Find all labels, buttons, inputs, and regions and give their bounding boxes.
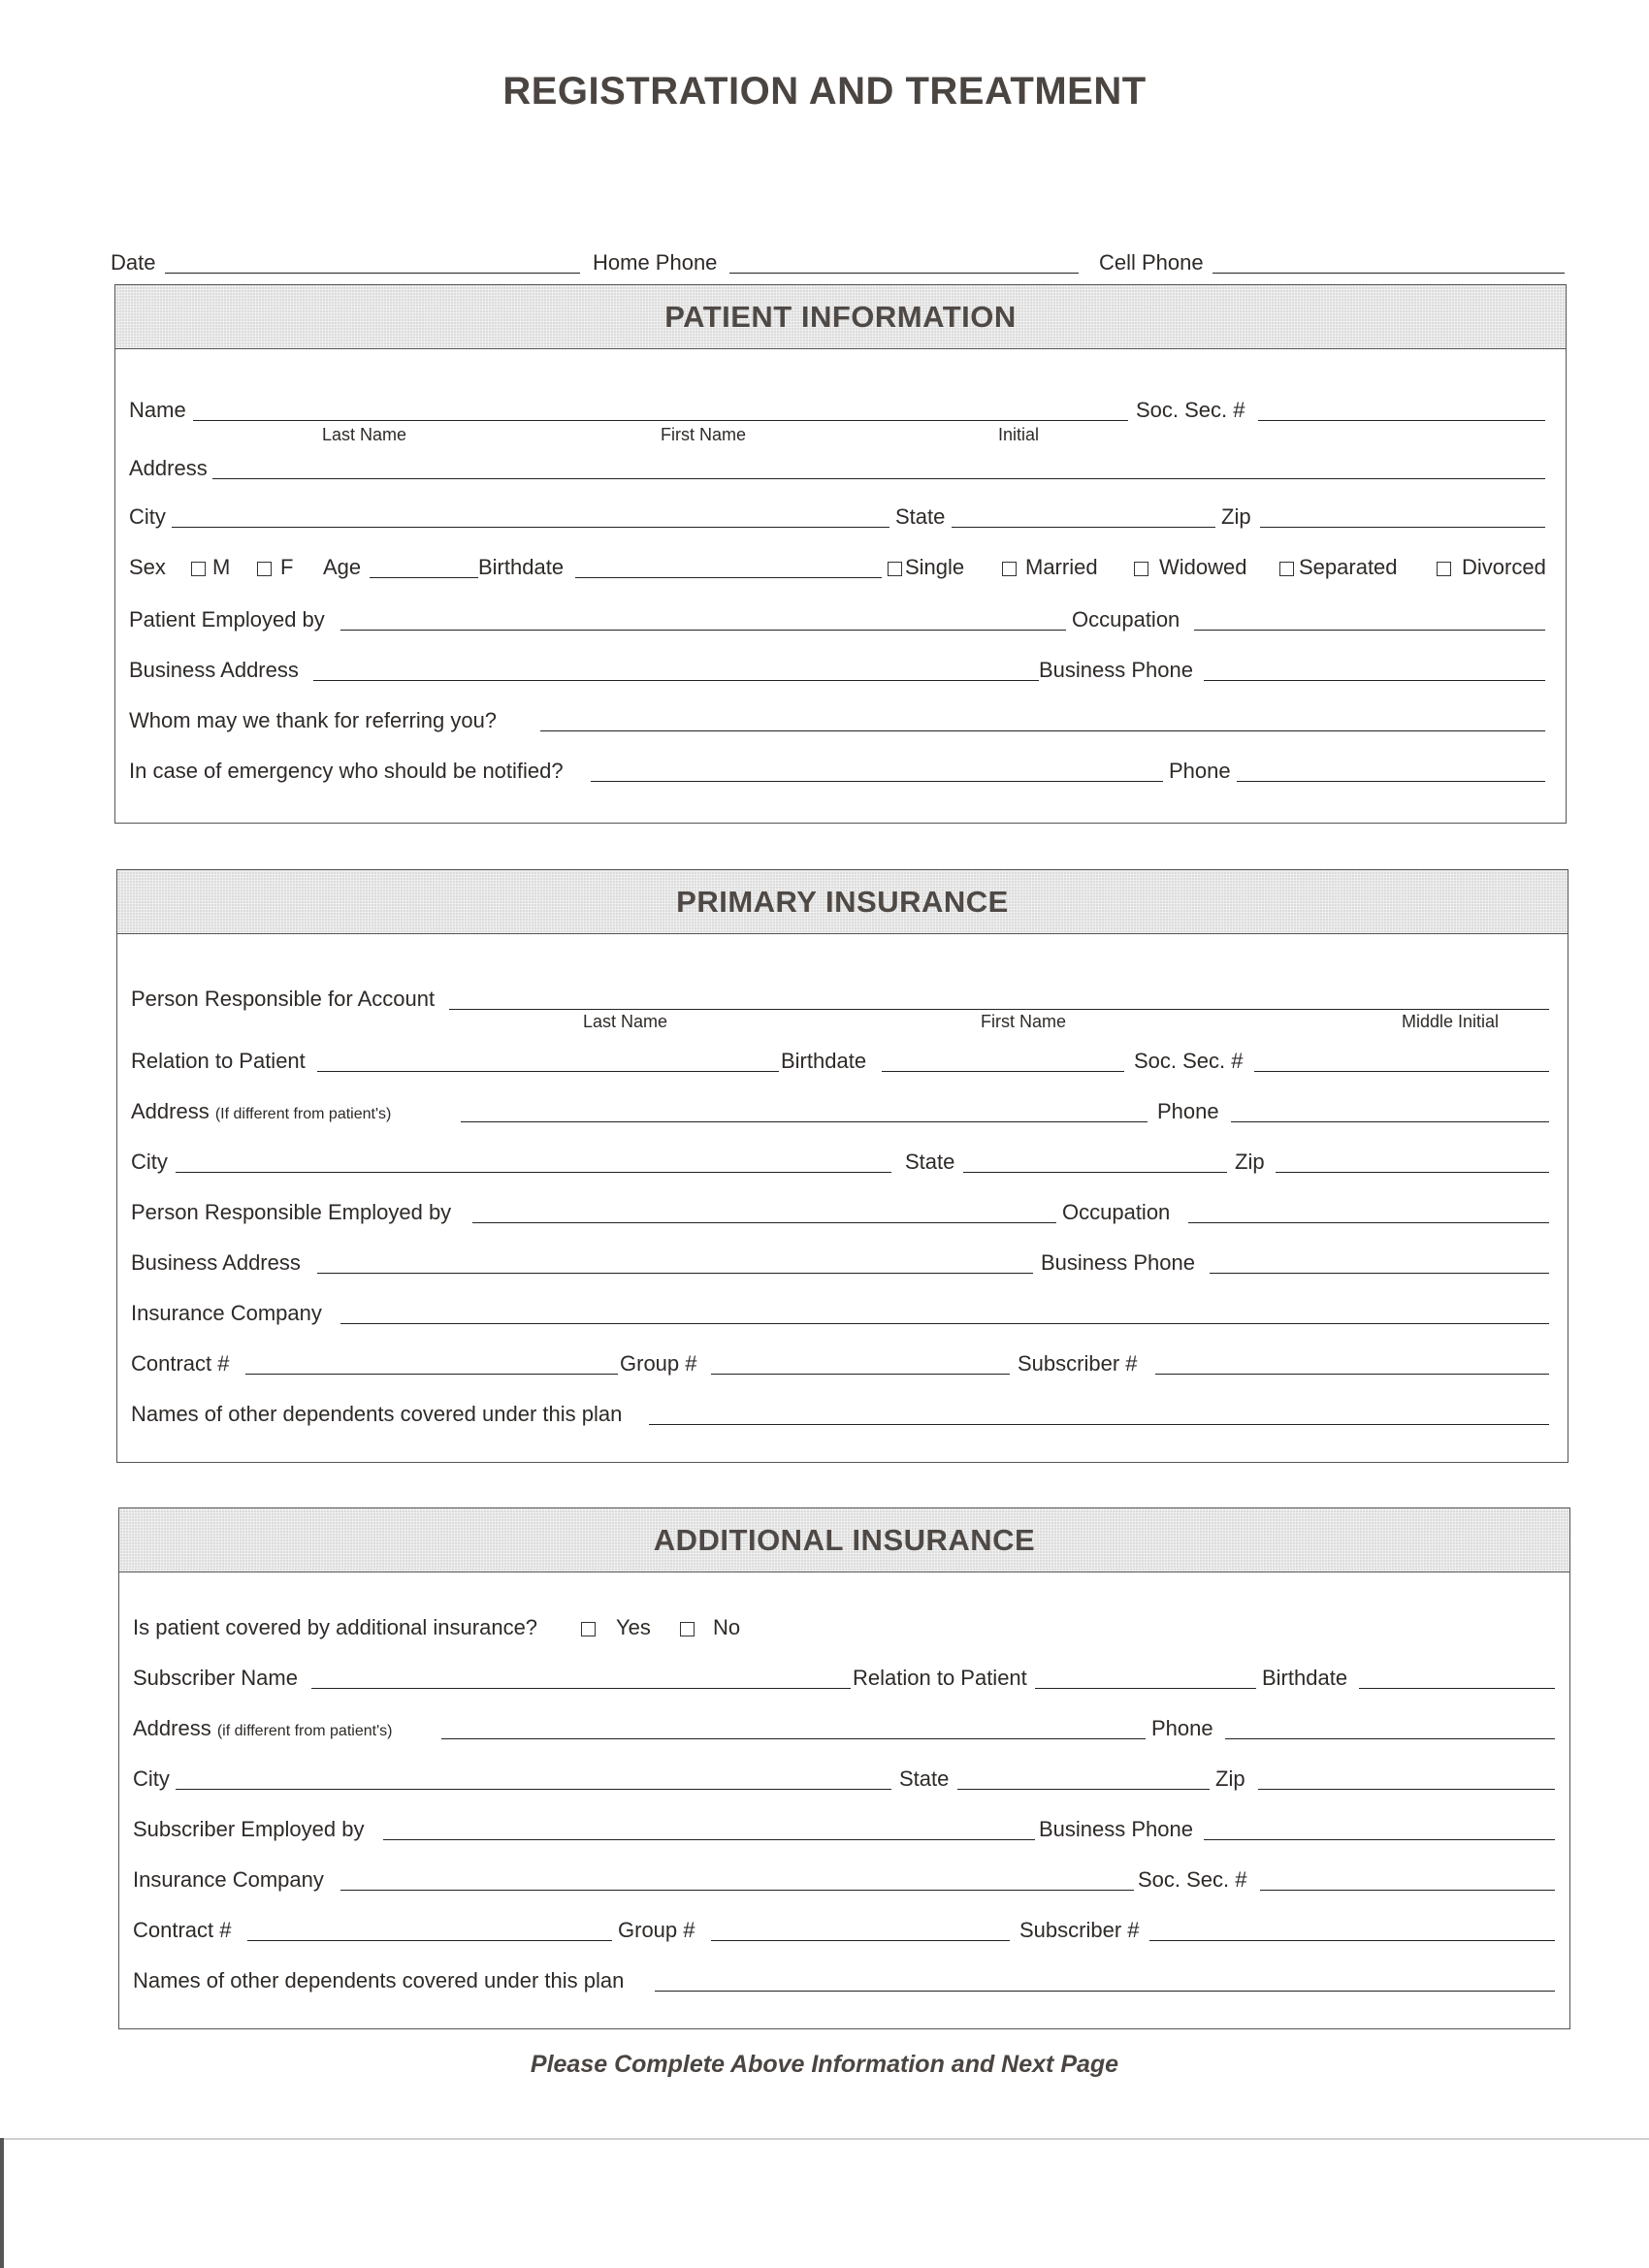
first-name-sublabel: First Name [981,1012,1067,1031]
employed-by-label: Person Responsible Employed by [131,1200,452,1224]
date-field[interactable] [165,273,580,274]
name-label: Name [129,398,186,422]
primary-insurance-company-row [117,1291,1569,1330]
ssn-label: Soc. Sec. # [1136,398,1245,422]
subscriber-name-row [119,1656,1571,1695]
state-label: State [905,1150,955,1174]
address-label [133,1716,392,1741]
primary-insurance-header: PRIMARY INSURANCE [117,870,1568,934]
group-field[interactable] [711,1940,1010,1941]
cell-phone-label: Cell Phone [1099,250,1204,275]
last-name-sublabel: Last Name [322,425,407,444]
additional-employer-row [119,1807,1571,1846]
referral-field[interactable] [540,730,1545,731]
widowed-label: Widowed [1159,555,1247,579]
city-label: City [133,1766,170,1791]
subscriber-label: Subscriber # [1018,1351,1138,1376]
patient-information-section [114,284,1567,824]
contract-field[interactable] [247,1940,612,1941]
separated-label: Separated [1299,555,1398,579]
birthdate-label: Birthdate [478,555,565,579]
responsible-label: Person Responsible for Account [131,987,436,1011]
state-field[interactable] [957,1789,1210,1790]
widowed-checkbox[interactable] [1134,562,1148,576]
insurance-company-label: Insurance Company [131,1301,322,1325]
yes-label: Yes [616,1615,651,1639]
business-phone-label: Business Phone [1039,1817,1193,1841]
occupation-label: Occupation [1072,607,1180,632]
patient-sex-row [115,545,1568,584]
sex-label: Sex [129,555,166,579]
state-label: State [895,504,946,529]
middle-initial-sublabel: Middle Initial [1402,1012,1500,1031]
additional-address-row [119,1706,1571,1745]
dependents-field[interactable] [655,1991,1555,1992]
group-label: Group # [620,1351,697,1376]
business-phone-label: Business Phone [1041,1250,1195,1275]
separated-checkbox[interactable] [1279,562,1294,576]
address-label-text: Address [131,1099,210,1123]
patient-employer-row [115,598,1568,636]
dependents-field[interactable] [649,1424,1549,1425]
yes-checkbox[interactable] [581,1622,596,1636]
contract-label: Contract # [133,1918,232,1942]
relation-field[interactable] [1035,1688,1256,1689]
ssn-label: Soc. Sec. # [1134,1049,1244,1073]
initial-sublabel: Initial [998,425,1040,444]
employed-by-field[interactable] [340,630,1066,631]
address-field[interactable] [212,478,1545,479]
address-label [131,1099,391,1124]
patient-referral-row [115,698,1568,737]
business-phone-field[interactable] [1204,1839,1555,1840]
zip-label: Zip [1215,1766,1245,1791]
relation-label: Relation to Patient [131,1049,306,1073]
male-checkbox[interactable] [191,562,206,576]
additional-insurance-section [118,1507,1570,2029]
date-label: Date [111,250,156,275]
employed-by-field[interactable] [472,1222,1056,1223]
emergency-phone-label: Phone [1169,759,1231,783]
business-address-label: Business Address [129,658,299,682]
responsible-field[interactable] [449,1009,1549,1010]
patient-name-row [115,388,1568,427]
referral-label: Whom may we thank for referring you? [129,708,498,732]
female-checkbox[interactable] [257,562,272,576]
city-field[interactable] [176,1172,891,1173]
ssn-field[interactable] [1260,1890,1555,1891]
state-label: State [899,1766,950,1791]
insurance-company-label: Insurance Company [133,1867,324,1892]
emergency-phone-field[interactable] [1237,781,1545,782]
covered-label: Is patient covered by additional insurance? [133,1615,538,1639]
patient-address-row [115,446,1568,485]
home-phone-field[interactable] [729,273,1079,274]
subscriber-label: Subscriber # [1019,1918,1140,1942]
relation-row [117,1039,1569,1078]
birthdate-field[interactable] [1359,1688,1555,1689]
phone-label: Phone [1157,1099,1219,1123]
occupation-field[interactable] [1188,1222,1549,1223]
ssn-field[interactable] [1254,1071,1549,1072]
state-field[interactable] [963,1172,1227,1173]
additional-dependents-row [119,1959,1571,1997]
birthdate-label: Birthdate [781,1049,867,1073]
responsible-sublabels [117,1012,1569,1035]
age-label: Age [323,555,362,579]
married-checkbox[interactable] [1002,562,1017,576]
insurance-company-field[interactable] [340,1890,1134,1891]
zip-label: Zip [1235,1150,1265,1174]
emergency-label: In case of emergency who should be notified? [129,759,564,783]
birthdate-field[interactable] [882,1071,1124,1072]
phone-field[interactable] [1225,1738,1555,1739]
divorced-checkbox[interactable] [1437,562,1451,576]
phone-field[interactable] [1231,1121,1549,1122]
responsible-row [117,977,1569,1016]
no-checkbox[interactable] [680,1622,695,1636]
group-field[interactable] [711,1374,1010,1375]
primary-employer-row [117,1190,1569,1229]
primary-dependents-row [117,1392,1569,1431]
business-address-field[interactable] [313,680,1039,681]
business-address-label: Business Address [131,1250,301,1275]
zip-field[interactable] [1276,1172,1549,1173]
city-label: City [129,504,166,529]
covered-row [119,1605,1571,1644]
address-note: (if different from patient's) [216,1723,393,1739]
patient-information-header: PATIENT INFORMATION [115,285,1566,349]
name-field[interactable] [193,420,1128,421]
address-label: Address [129,456,208,480]
primary-insurance-section [116,869,1568,1463]
patient-name-sublabels [115,425,1568,448]
no-label: No [713,1615,741,1639]
patient-business-row [115,648,1568,687]
dependents-label: Names of other dependents covered under this plan [133,1968,625,1993]
subscriber-name-label: Subscriber Name [133,1666,298,1690]
address-field[interactable] [461,1121,1148,1122]
cell-phone-field[interactable] [1212,273,1565,274]
phone-label: Phone [1151,1716,1213,1740]
business-phone-field[interactable] [1204,680,1545,681]
primary-city-row [117,1140,1569,1179]
zip-label: Zip [1221,504,1251,529]
additional-contract-row [119,1908,1571,1947]
employed-by-label: Patient Employed by [129,607,325,632]
patient-city-row [115,495,1568,534]
relation-field[interactable] [317,1071,779,1072]
employed-by-label: Subscriber Employed by [133,1817,365,1841]
state-field[interactable] [952,527,1215,528]
single-label: Single [905,555,965,579]
city-label: City [131,1150,168,1174]
city-field[interactable] [176,1789,891,1790]
zip-field[interactable] [1258,1789,1555,1790]
scan-edge-line [0,2138,1649,2140]
header-row [0,241,1649,279]
occupation-field[interactable] [1194,630,1545,631]
additional-insurance-header: ADDITIONAL INSURANCE [119,1508,1569,1572]
subscriber-field[interactable] [1155,1374,1549,1375]
form-title: REGISTRATION AND TREATMENT [502,70,1147,113]
contract-field[interactable] [245,1374,618,1375]
occupation-label: Occupation [1062,1200,1171,1224]
subscriber-field[interactable] [1149,1940,1555,1941]
zip-field[interactable] [1260,527,1545,528]
emergency-field[interactable] [591,781,1163,782]
business-address-field[interactable] [317,1273,1033,1274]
contract-label: Contract # [131,1351,230,1376]
group-label: Group # [618,1918,695,1942]
city-field[interactable] [172,527,889,528]
scan-left-edge [0,2138,4,2268]
primary-business-row [117,1241,1569,1280]
ssn-field[interactable] [1258,420,1545,421]
patient-emergency-row [115,749,1568,788]
relation-label: Relation to Patient [853,1666,1027,1690]
primary-address-row [117,1089,1569,1128]
birthdate-field[interactable] [575,577,882,578]
married-label: Married [1025,555,1098,579]
divorced-label: Divorced [1462,555,1546,579]
address-note: (If different from patient's) [214,1106,392,1122]
first-name-sublabel: First Name [661,425,747,444]
home-phone-label: Home Phone [593,250,718,275]
last-name-sublabel: Last Name [583,1012,668,1031]
birthdate-label: Birthdate [1262,1666,1348,1690]
employed-by-field[interactable] [383,1839,1035,1840]
age-field[interactable] [370,577,478,578]
additional-city-row [119,1757,1571,1796]
footer-note: Please Complete Above Information and Next Page [530,2051,1119,2078]
address-field[interactable] [441,1738,1146,1739]
female-label: F [280,555,294,579]
business-phone-label: Business Phone [1039,658,1193,682]
dependents-label: Names of other dependents covered under this plan [131,1402,623,1426]
insurance-company-field[interactable] [340,1323,1549,1324]
primary-contract-row [117,1342,1569,1380]
business-phone-field[interactable] [1210,1273,1549,1274]
subscriber-name-field[interactable] [311,1688,851,1689]
male-label: M [212,555,231,579]
address-label-text: Address [133,1716,211,1740]
additional-insurance-company-row [119,1858,1571,1896]
single-checkbox[interactable] [888,562,902,576]
ssn-label: Soc. Sec. # [1138,1867,1247,1892]
